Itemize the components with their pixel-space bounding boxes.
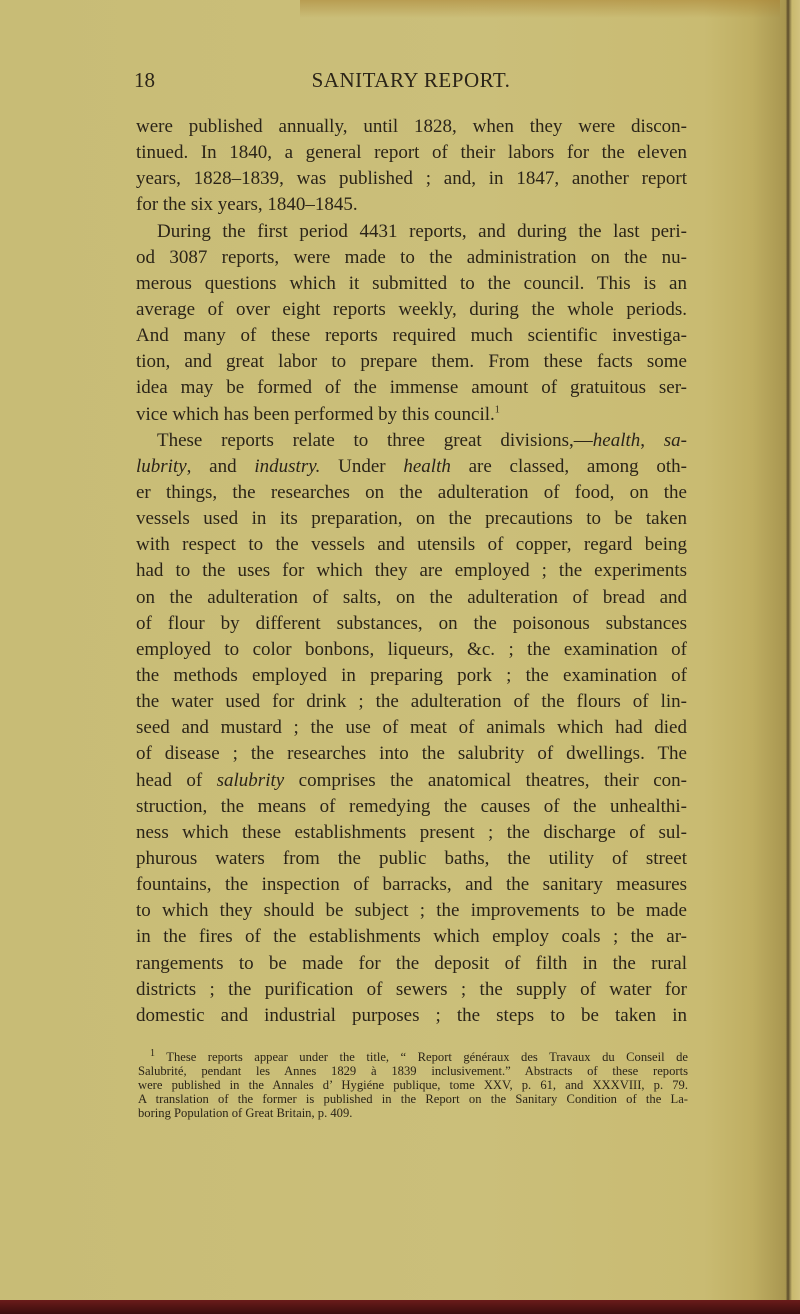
text-line	[136, 663, 687, 689]
italic-text: lubrity	[136, 455, 187, 477]
text-line	[136, 375, 687, 401]
text-span: for the six years, 1840–1845.	[136, 194, 358, 216]
text-span: in the fires of the establishments which employ coals ; the ar-	[136, 926, 687, 948]
text-span: the methods employed in preparing pork ; the examination of	[136, 664, 687, 686]
text-line	[136, 794, 687, 820]
text-span: Salubrité, pendant les Annes 1829 à 1839 inclusivement.” Abstracts of these reports	[138, 1064, 688, 1078]
text-line	[136, 245, 687, 271]
text-line	[136, 323, 687, 349]
text-span: A translation of the former is published in the Report on the Sanitary Condition of the La-	[138, 1092, 688, 1106]
footnote-line	[138, 1092, 688, 1106]
text-line	[136, 428, 687, 454]
footnote-line	[138, 1078, 688, 1092]
text-span: phurous waters from the public baths, the utility of street	[136, 847, 687, 869]
text-span: These reports appear under the title, “ Report généraux des Travaux du Conseil de	[155, 1050, 688, 1064]
text-span: These reports relate to three great divisions,—	[157, 429, 593, 451]
footnote	[138, 1047, 688, 1120]
text-span: are classed, among oth-	[450, 455, 688, 477]
footnote-line	[138, 1064, 688, 1078]
text-span: ness which these establishments present ; the discharge of sul-	[136, 821, 687, 843]
text-span: od 3087 reports, were made to the administration on the nu-	[136, 246, 687, 268]
text-span: of flour by different substances, on the poisonous substances	[136, 612, 687, 634]
text-line	[136, 611, 687, 637]
text-span: employed to color bonbons, liqueurs, &c. ; the examination of	[136, 638, 687, 660]
text-span: ,	[640, 429, 664, 451]
text-span: struction, the means of remedying the causes of the unhealthi-	[136, 795, 687, 817]
text-span: average of over eight reports weekly, during the whole periods.	[136, 298, 687, 320]
text-span: tion, and great labor to prepare them. From these facts some	[136, 351, 687, 373]
footnote-line	[138, 1106, 688, 1120]
text-line	[136, 872, 687, 898]
italic-text: industry.	[254, 455, 321, 477]
text-line	[136, 715, 687, 741]
text-span: During the first period 4431 reports, and during the last peri-	[157, 220, 687, 242]
text-line	[136, 192, 687, 218]
text-line	[136, 768, 687, 794]
italic-text: sa-	[663, 429, 687, 451]
text-span: on the adulteration of salts, on the adulteration of bread and	[136, 586, 687, 608]
text-line	[136, 924, 687, 950]
text-line	[136, 558, 687, 584]
body-text	[136, 114, 687, 1029]
text-line	[136, 454, 687, 480]
text-span: seed and mustard ; the use of meat of animals which had died	[136, 717, 687, 739]
text-span: boring Population of Great Britain, p. 409.	[138, 1106, 353, 1120]
text-span: , and	[186, 455, 255, 477]
text-line	[136, 480, 687, 506]
text-span: the water used for drink ; the adulteration of the flours of lin-	[136, 691, 687, 713]
text-line	[136, 585, 687, 611]
text-line	[136, 820, 687, 846]
text-span: years, 1828–1839, was published ; and, in 1847, another report	[136, 168, 687, 190]
book-cover-edge	[0, 1300, 800, 1314]
text-span: of disease ; the researches into the salubrity of dwellings. The	[136, 743, 687, 765]
italic-text: salubrity	[216, 769, 285, 791]
text-span: domestic and industrial purposes ; the steps to be taken in	[136, 1004, 687, 1026]
text-span: merous questions which it submitted to the council. This is an	[136, 272, 687, 294]
page-number: 18	[134, 68, 155, 92]
running-title: SANITARY REPORT.	[311, 68, 511, 92]
text-span: with respect to the vessels and utensils of copper, regard being	[136, 534, 687, 556]
footnote-marker: 1	[150, 1047, 155, 1059]
text-line	[136, 532, 687, 558]
text-line	[136, 349, 687, 375]
text-line	[136, 219, 687, 245]
text-line	[136, 140, 687, 166]
italic-text: health	[403, 455, 451, 477]
text-span: had to the uses for which they are employed ; the experiments	[136, 560, 687, 582]
text-span: Under	[320, 455, 404, 477]
text-line	[136, 689, 687, 715]
text-line	[136, 898, 687, 924]
page-top-shadow	[300, 0, 780, 18]
text-line	[136, 506, 687, 532]
text-line	[136, 297, 687, 323]
text-line	[136, 114, 687, 140]
running-header	[0, 68, 800, 94]
text-span: were published in the Annales d’ Hygiéne publique, tome XXV, p. 61, and XXXVIII, p. 79.	[138, 1078, 688, 1092]
text-line	[136, 977, 687, 1003]
text-span: tinued. In 1840, a general report of their labors for the eleven	[136, 142, 687, 164]
text-line	[136, 271, 687, 297]
text-line	[136, 166, 687, 192]
text-span: And many of these reports required much scientific investiga-	[136, 325, 687, 347]
text-line	[136, 846, 687, 872]
text-span: were published annually, until 1828, when they were discon-	[136, 116, 687, 137]
text-span: fountains, the inspection of barracks, and the sanitary measures	[136, 874, 687, 896]
text-span: idea may be formed of the immense amount of gratuitous ser-	[136, 377, 687, 399]
text-span: vessels used in its preparation, on the precautions to be taken	[136, 508, 687, 530]
text-span: comprises the anatomical theatres, their con-	[284, 769, 687, 791]
footnote-line	[138, 1047, 688, 1064]
text-line	[136, 402, 687, 428]
text-span: districts ; the purification of sewers ; the supply of water for	[136, 978, 687, 1000]
text-span: er things, the researches on the adulteration of food, on the	[136, 481, 687, 503]
text-line	[136, 951, 687, 977]
footnote-marker: 1	[494, 404, 500, 416]
text-line	[136, 741, 687, 767]
italic-text: health	[592, 429, 641, 451]
text-line	[136, 1003, 687, 1029]
text-span: to which they should be subject ; the improvements to be made	[136, 900, 687, 922]
text-span: vice which has been performed by this council.	[136, 403, 495, 425]
text-line	[136, 637, 687, 663]
text-span: head of	[136, 769, 217, 791]
text-span: rangements to be made for the deposit of filth in the rural	[136, 952, 687, 974]
